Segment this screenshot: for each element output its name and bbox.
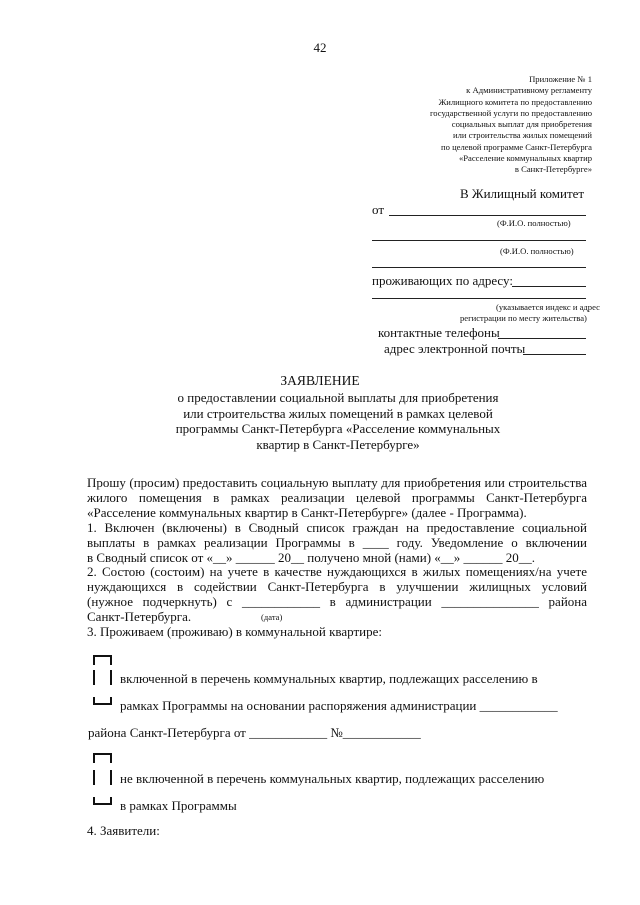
appendix-line: государственной услуги по предоставлению [429,107,592,118]
second-name-line[interactable] [372,240,586,241]
document-title: ЗАЯВЛЕНИЕ [280,373,360,388]
intro-line: Прошу (просим) предоставить социальную выплату для приобретения или строительства [87,475,587,490]
paragraph-4: 4. Заявители: [87,823,160,838]
appendix-line: к Административному регламенту [466,85,592,96]
fio-hint: (Ф.И.О. полностью) [500,246,574,256]
from-label: от [372,202,385,217]
intro-line: «Расселение коммунальных квартир в Санкт-Петербурге» (далее - Программа). [87,505,527,520]
address-label: проживающих по адресу: [372,273,513,288]
separator-line [372,267,586,268]
option-1-line: включенной в перечень коммунальных квартир, подлежащих расселению в [120,671,538,686]
email-line[interactable] [523,354,586,355]
document-subtitle: о предоставлении социальной выплаты для приобретения или строительства жилых помещений в рамках целевой программы Санкт-Петербурга «Расселение коммунальных квартир в Санкт-Петербурге» [175,390,501,452]
appendix-line: социальных выплат для приобретения [451,119,592,130]
option-1-line: района Санкт-Петербурга от ____________ №____________ [88,725,421,740]
phones-label: контактные телефоны [378,325,500,340]
appendix-line: Жилищного комитета по предоставлению [438,96,592,107]
appendix-line: по целевой программе Санкт-Петербурга [441,141,592,152]
email-label: адрес электронной почты [384,341,526,356]
appendix-line: «Расселение коммунальных квартир [458,153,592,164]
option-1-line: рамках Программы на основании распоряжения администрации ____________ [120,698,558,713]
paragraph-1-line: выплаты в рамках реализации Программы в ____ году. Уведомление о включении [87,535,587,550]
appendix-line: в Санкт-Петербурге» [514,164,592,175]
address-line[interactable] [512,286,586,287]
from-name-line[interactable] [389,215,586,216]
page-number: 42 [313,40,327,55]
paragraph-2-line: 2. Состою (состоим) на учете в качестве нуждающихся в жилых помещениях/на учете [87,564,587,579]
addressee: В Жилищный комитет [460,186,585,201]
paragraph-2-line: Санкт-Петербурга. [87,609,192,624]
option-2-line: в рамках Программы [120,798,237,813]
intro-line: жилого помещения в рамках реализации целевой программы Санкт-Петербурга [87,490,587,505]
date-hint: (дата) [261,612,283,622]
paragraph-1-line: 1. Включен (включены) в Сводный список граждан на предоставление социальной [87,520,587,535]
paragraph-1-line: в Сводный список от «__» ______ 20__ получено мной (нами) «__» ______ 20__. [87,550,536,565]
option-2-line: не включенной в перечень коммунальных квартир, подлежащих расселению [120,771,545,786]
appendix-line: или строительства жилых помещений [452,130,592,141]
address-hint: (указывается индекс и адрес [496,302,600,312]
appendix-line: Приложение № 1 [529,74,592,84]
paragraph-2-line: (нужное подчеркнуть) с ____________ в администрации _______________ района [87,594,587,609]
address-hint: регистрации по месту жительства) [460,313,587,323]
phones-line[interactable] [498,338,586,339]
fio-hint: (Ф.И.О. полностью) [497,218,571,228]
paragraph-2-line: нуждающихся в содействии Санкт-Петербурга в улучшении жилищных условий [87,579,587,594]
appendix-note [380,74,592,176]
paragraph-3: 3. Проживаем (проживаю) в коммунальной квартире: [87,624,382,639]
address-line-2[interactable] [372,298,586,299]
